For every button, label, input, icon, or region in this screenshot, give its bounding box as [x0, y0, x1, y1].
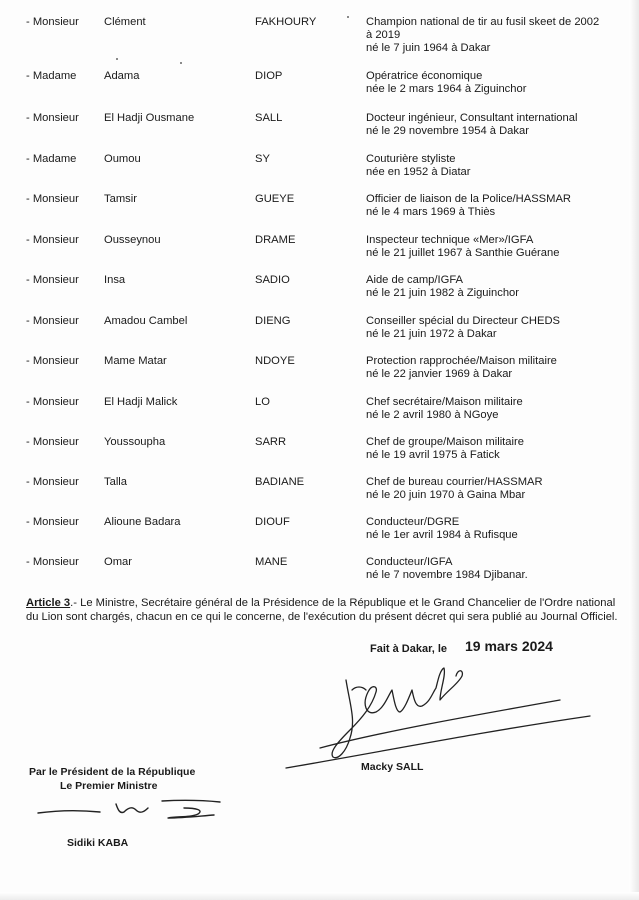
nominee-last-name: SALL	[255, 112, 283, 124]
nominee-description-line: Opératrice économique	[366, 70, 483, 82]
nominee-first-name: Omar	[104, 556, 132, 568]
nominee-last-name: SY	[255, 153, 270, 165]
nominee-description-line: Protection rapprochée/Maison militaire	[366, 355, 557, 367]
prime-minister-name: Sidiki KABA	[67, 837, 129, 849]
nominee-description-line: né le 22 janvier 1969 à Dakar	[366, 368, 513, 380]
nominee-last-name: DRAME	[255, 234, 296, 246]
nominee-title: - Monsieur	[26, 516, 79, 528]
nominee-first-name: Youssoupha	[104, 436, 166, 448]
nominee-last-name: DIOP	[255, 70, 283, 82]
scan-speck	[180, 62, 182, 64]
nominee-description-line: Couturière styliste	[366, 153, 456, 165]
nominee-title: - Monsieur	[26, 355, 79, 367]
nominee-last-name: SARR	[255, 436, 287, 448]
nominee-description-line: Champion national de tir au fusil skeet de 2002	[366, 16, 600, 28]
article-text: .- Le Ministre, Secrétaire général de la Présidence de la République et le Grand Chancelier de l'Ordre national du Lion sont chargés, chacun en ce qui le concerne, de l'exécution du présent décret qui sera publié au Journal Officiel.	[26, 597, 618, 624]
nominee-title: - Monsieur	[26, 436, 79, 448]
nominee-title: - Monsieur	[26, 16, 79, 28]
nominee-first-name: Ousseynou	[104, 234, 161, 246]
nominee-title: - Monsieur	[26, 112, 79, 124]
nominee-description-line: Chef de groupe/Maison militaire	[366, 436, 524, 448]
nominee-last-name: MANE	[255, 556, 288, 568]
countersign-line-1: Par le Président de la République	[29, 766, 196, 778]
nominee-title: - Monsieur	[26, 234, 79, 246]
nominee-first-name: Amadou Cambel	[104, 315, 188, 327]
nominee-last-name: GUEYE	[255, 193, 295, 205]
nominee-description-line: Officier de liaison de la Police/HASSMAR	[366, 193, 571, 205]
scan-speck	[116, 58, 118, 60]
nominee-description-line: né le 20 juin 1970 à Gaina Mbar	[366, 489, 526, 501]
signing-date: 19 mars 2024	[465, 638, 553, 654]
president-name: Macky SALL	[361, 761, 424, 773]
nominee-last-name: NDOYE	[255, 355, 295, 367]
nominee-last-name: FAKHOURY	[255, 16, 317, 28]
nominee-description-line: Docteur ingénieur, Consultant international	[366, 112, 578, 124]
nominee-first-name: Oumou	[104, 153, 141, 165]
nominee-description-line: Chef de bureau courrier/HASSMAR	[366, 476, 543, 488]
nominee-description-line: à 2019	[366, 29, 401, 41]
nominee-first-name: Alioune Badara	[104, 516, 181, 528]
nominee-description-line: née le 2 mars 1964 à Ziguinchor	[366, 83, 527, 95]
nominee-first-name: Talla	[104, 476, 128, 488]
nominee-description-line: né le 7 novembre 1984 Djibanar.	[366, 569, 528, 581]
article-label: Article 3	[26, 597, 71, 609]
nominee-description-line: né le 2 avril 1980 à NGoye	[366, 409, 499, 421]
nominee-title: - Monsieur	[26, 274, 79, 286]
nominee-description-line: Conducteur/DGRE	[366, 516, 460, 528]
nominee-description-line: Chef secrétaire/Maison militaire	[366, 396, 523, 408]
nominee-description-line: Conseiller spécial du Directeur CHEDS	[366, 315, 560, 327]
place-of-signing: Fait à Dakar, le	[370, 643, 448, 655]
nominee-first-name: El Hadji Malick	[104, 396, 178, 408]
nominee-last-name: SADIO	[255, 274, 290, 286]
nominee-first-name: Adama	[104, 70, 140, 82]
nominee-title: - Monsieur	[26, 396, 79, 408]
nominee-title: - Madame	[26, 153, 77, 165]
countersign-line-2: Le Premier Ministre	[60, 780, 158, 792]
nominee-description-line: né le 21 juin 1982 à Ziguinchor	[366, 287, 520, 299]
nominee-first-name: El Hadji Ousmane	[104, 112, 195, 124]
nominee-title: - Monsieur	[26, 193, 79, 205]
nominee-title: - Monsieur	[26, 315, 79, 327]
nominee-description-line: Inspecteur technique «Mer»/IGFA	[366, 234, 534, 246]
nominee-description-line: née en 1952 à Diatar	[366, 166, 471, 178]
nominee-title: - Monsieur	[26, 556, 79, 568]
nominee-last-name: BADIANE	[255, 476, 305, 488]
nominee-description-line: Aide de camp/IGFA	[366, 274, 464, 286]
nominee-description-line: né le 4 mars 1969 à Thiès	[366, 206, 496, 218]
nominee-description-line: né le 1er avril 1984 à Rufisque	[366, 529, 518, 541]
nominee-last-name: DIENG	[255, 315, 291, 327]
nominee-last-name: DIOUF	[255, 516, 290, 528]
nominee-first-name: Insa	[104, 274, 126, 286]
nominee-last-name: LO	[255, 396, 270, 408]
nominee-title: - Madame	[26, 70, 77, 82]
scan-speck	[347, 16, 349, 18]
nominee-first-name: Mame Matar	[104, 355, 167, 367]
nominee-description-line: Conducteur/IGFA	[366, 556, 453, 568]
nominee-description-line: né le 7 juin 1964 à Dakar	[366, 42, 491, 54]
nominee-description-line: né le 19 avril 1975 à Fatick	[366, 449, 500, 461]
nominee-description-line: né le 21 juin 1972 à Dakar	[366, 328, 497, 340]
nominee-description-line: né le 29 novembre 1954 à Dakar	[366, 125, 529, 137]
nominee-description-line: né le 21 juillet 1967 à Santhie Guérane	[366, 247, 560, 259]
nominee-title: - Monsieur	[26, 476, 79, 488]
nominee-first-name: Tamsir	[104, 193, 137, 205]
nominee-first-name: Clément	[104, 16, 146, 28]
